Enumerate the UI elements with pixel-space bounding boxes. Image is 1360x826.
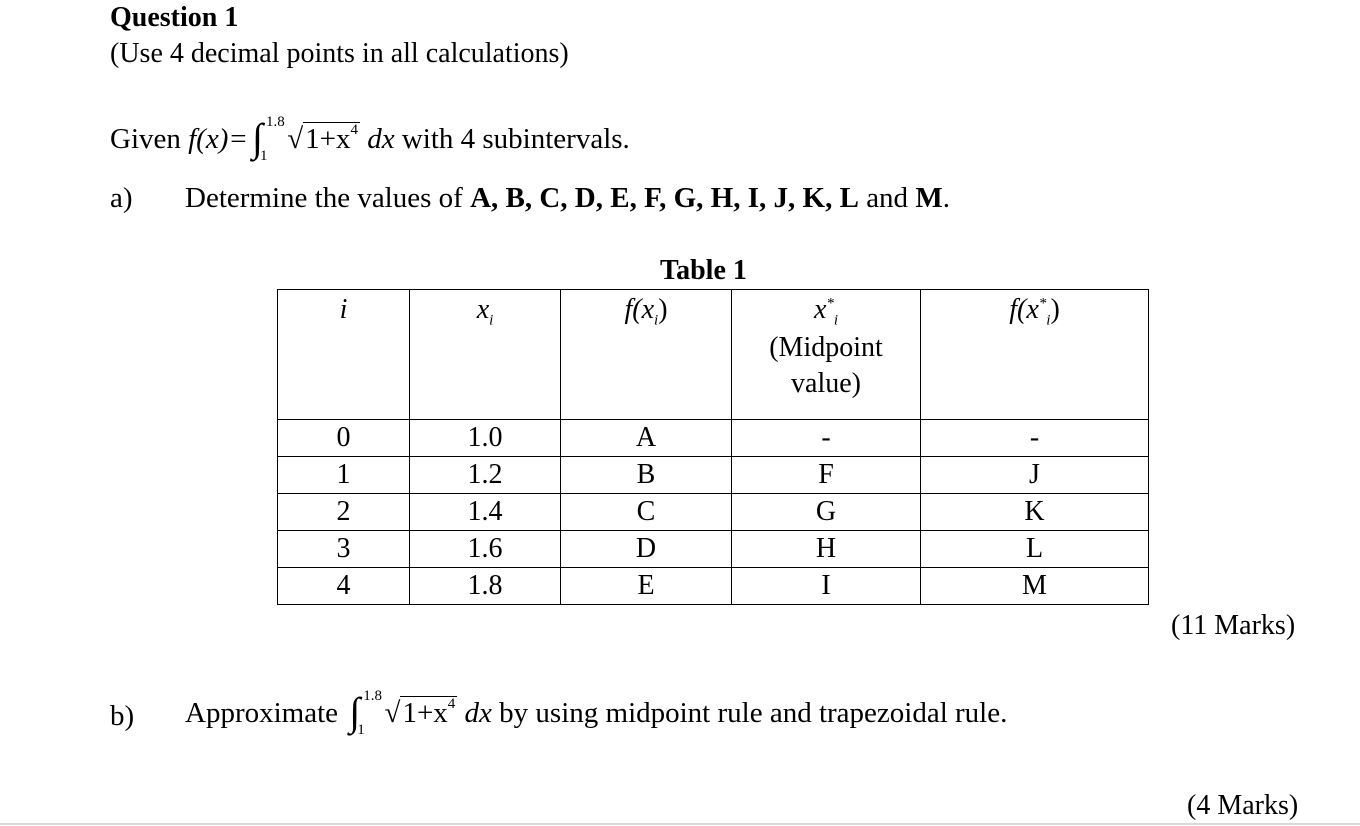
table-header-row [278, 290, 1149, 420]
given-suffix: with 4 subintervals. [401, 123, 630, 155]
cell-fxm: M [921, 568, 1149, 605]
table-row [278, 457, 1149, 494]
integrand-base: 1+x [402, 697, 448, 729]
integral-symbol: ∫ 1.8 1 [349, 688, 383, 738]
integral-symbol: ∫ 1.8 1 [251, 114, 285, 164]
table-row [278, 494, 1149, 531]
header-fxi: $f(x_i)$ [561, 290, 732, 420]
part-a-label: a) [110, 182, 133, 214]
part-b-text [185, 688, 1008, 738]
cell-x: 1.4 [410, 494, 561, 531]
integral-lower-limit: 1 [357, 722, 365, 738]
question-title: Question 1 [110, 2, 239, 33]
integral-upper-limit: 1.8 [363, 688, 383, 704]
integrand-base: 1+x [305, 123, 351, 155]
cell-fxm: L [921, 531, 1149, 568]
part-a-marks: (11 Marks) [1171, 610, 1296, 641]
given-statement [110, 114, 630, 164]
cell-xm: G [732, 494, 921, 531]
cell-xm: - [732, 420, 921, 457]
differential: dx [367, 123, 395, 155]
part-b-label: b) [110, 700, 135, 732]
header-fxstar: $f(x^*_i)$ [921, 290, 1149, 420]
part-b-suffix: by using midpoint rule and trapezoidal rule. [499, 697, 1008, 729]
differential: dx [464, 697, 492, 729]
part-b-prefix: Approximate [185, 697, 339, 729]
question-note: (Use 4 decimal points in all calculations) [110, 38, 569, 69]
square-root: $√1+x^4$ [287, 122, 358, 155]
header-xi: $x_i$ [410, 290, 561, 420]
table-row [278, 420, 1149, 457]
integrand-exponent: 4 [350, 122, 358, 138]
cell-i: 2 [278, 494, 410, 531]
part-a-prefix: Determine the values of [185, 182, 471, 214]
cell-i: 1 [278, 457, 410, 494]
header-i: i [278, 290, 410, 420]
table-caption: Table 1 [660, 255, 747, 286]
table-row [278, 568, 1149, 605]
cell-x: 1.8 [410, 568, 561, 605]
cell-fxm: - [921, 420, 1149, 457]
cell-x: 1.6 [410, 531, 561, 568]
page-bottom-divider [0, 823, 1360, 825]
part-a-letters: A, B, C, D, E, F, G, H, I, J, K, L [470, 182, 859, 214]
table-row [278, 531, 1149, 568]
given-prefix: Given [110, 123, 181, 155]
integrand-exponent: 4 [447, 696, 456, 712]
cell-i: 0 [278, 420, 410, 457]
cell-fx: E [561, 568, 732, 605]
part-a-and: and [858, 182, 916, 214]
cell-fx: C [561, 494, 732, 531]
cell-fx: A [561, 420, 732, 457]
function-name: f(x)= [188, 123, 248, 155]
cell-x: 1.2 [410, 457, 561, 494]
part-a-text [185, 182, 950, 215]
cell-fxm: K [921, 494, 1149, 531]
cell-i: 4 [278, 568, 410, 605]
cell-fx: D [561, 531, 732, 568]
integral-lower-limit: 1 [259, 148, 268, 164]
square-root: $√1+x^4$ [384, 696, 456, 729]
cell-fxm: J [921, 457, 1149, 494]
part-a-last-letter: M [915, 182, 943, 214]
cell-x: 1.0 [410, 420, 561, 457]
part-a-period: . [942, 182, 950, 214]
cell-xm: H [732, 531, 921, 568]
cell-xm: I [732, 568, 921, 605]
integral-upper-limit: 1.8 [265, 114, 285, 130]
cell-fx: B [561, 457, 732, 494]
cell-i: 3 [278, 531, 410, 568]
header-midpoint: $x^*_i$ (Midpoint value) [732, 290, 921, 420]
cell-xm: F [732, 457, 921, 494]
part-b-marks: (4 Marks) [1187, 790, 1299, 821]
values-table [277, 289, 1149, 605]
